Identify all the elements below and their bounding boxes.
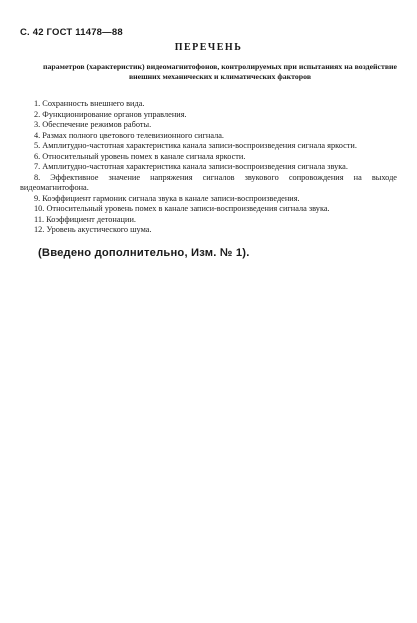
list-item: 11. Коэффициент детонации. (34, 214, 136, 224)
list-item: 2. Функционирование органов управления. (34, 109, 187, 119)
list-item: 3. Обеспечение режимов работы. (34, 120, 152, 129)
list-item: 4. Размах полного цветового телевизионного сигнала. (34, 130, 224, 140)
list-item: 8. Эффективное значение напряжения сигналов звукового сопровождения на выходе видеомагнитофона. (20, 172, 397, 192)
list-item: 7. Амплитудно-частотная характеристика канала записи-воспроизведения сигнала звука. (34, 162, 348, 171)
list-subtitle: параметров (характеристик) видеомагнитофонов, контролируемых при испытаниях на воздействие внешних механических и климатических факторов (43, 62, 397, 82)
parameter-list (20, 99, 397, 236)
list-title: ПЕРЕЧЕНЬ (174, 42, 243, 53)
list-item: 6. Относительный уровень помех в канале сигнала яркости. (34, 151, 246, 161)
page-header: С. 42 ГОСТ 11478—88 (20, 27, 123, 38)
list-item: 10. Относительный уровень помех в канале записи-воспроизведения сигнала звука. (34, 204, 330, 213)
list-item: 5. Амплитудно-частотная характеристика канала записи-воспроизведения сигнала яркости. (34, 141, 357, 150)
amendment-note: (Введено дополнительно, Изм. № 1). (38, 247, 250, 259)
list-item: 12. Уровень акустического шума. (34, 225, 152, 234)
list-item: 1. Сохранность внешнего вида. (34, 99, 145, 108)
list-item: 9. Коэффициент гармоник сигнала звука в канале записи-воспроизведения. (34, 193, 300, 203)
